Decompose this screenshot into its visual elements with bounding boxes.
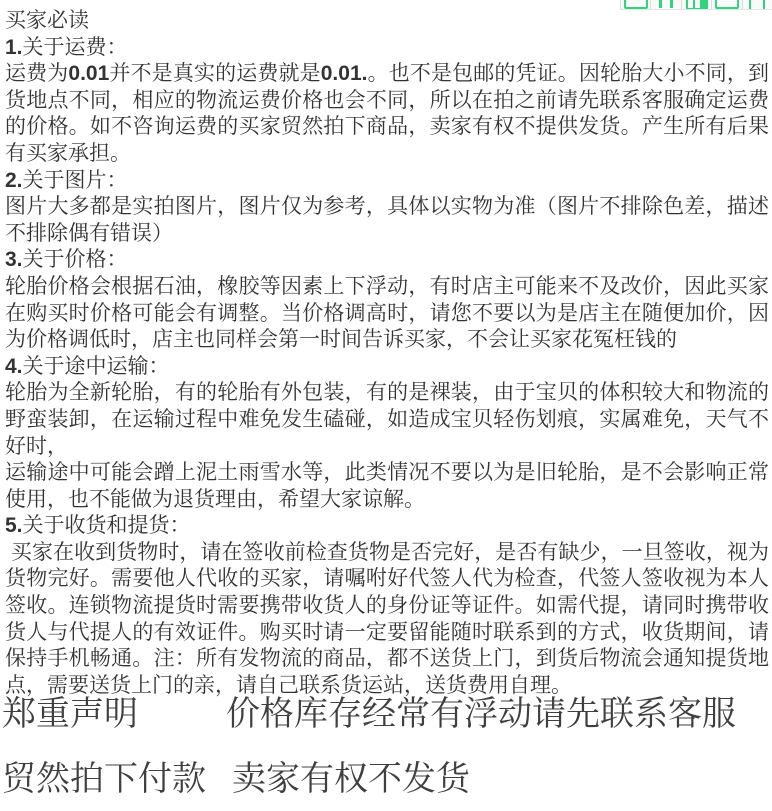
paragraph-delivery: 买家在收到货物时，请在签收前检查货物是否完好，是否有缺少，一旦签收，视为货物完好。需要他人代收的买家，请嘱咐好代签人代为检查，代签人签收视为本人签收。连锁物流提货时需要携带收货人的身份证等证件。如需代提，请同时携带收货人与代提人的有效证件。购买时请一定要留能随时联系到的方式，收货期间，请保持手机畅通。注：所有发物流的商品，都不送货上门，到货后物流会通知提货地点，需要送货上门的亲，请自己联系货运站，送货费用自理。: [5, 540, 769, 697]
statement-warning-2b: 卖家有权不发货: [232, 760, 470, 798]
notice-document: [5, 8, 769, 699]
statement-warning-1: 价格库存经常有浮动请先联系客服: [226, 696, 736, 733]
paragraph-pictures: 图片大多都是实拍图片，图片仅为参考，具体以实物为准（图片不排除色差，描述不排除偶有错误）: [5, 195, 769, 245]
statement-label: 郑重声明: [2, 696, 138, 733]
page-title: 买家必读: [5, 9, 89, 32]
section-heading-5: 5.关于收货和提货：: [5, 514, 191, 538]
statement-line-1: [2, 694, 772, 737]
statement-line-2: [2, 759, 772, 802]
solemn-statement: [2, 694, 772, 801]
section-heading-3: 3.关于价格：: [5, 248, 128, 272]
section-heading-4: 4.关于途中运输：: [5, 354, 170, 378]
statement-warning-2a: 贸然拍下付款: [2, 760, 206, 798]
paragraph-transport-1: 轮胎为全新轮胎，有的轮胎有外包装，有的是裸装，由于宝贝的体积较大和物流的野蛮装卸，在运输过程中难免发生磕碰，如造成宝贝轻伤划痕，实属难免，天气不好时，: [5, 381, 769, 458]
paragraph-shipping: 运费为0.01并不是真实的运费就是0.01.。也不是包邮的凭证。因轮胎大小不同，到货地点不同，相应的物流运费价格也会不同，所以在拍之前请先联系客服确定运费的价格。如不咨询运费的买家贸然拍下商品，卖家有权不提供发货。产生所有后果有买家承担。: [5, 62, 770, 165]
paragraph-price: 轮胎价格会根据石油，橡胶等因素上下浮动，有时店主可能来不及改价，因此买家在购买时价格可能会有调整。当价格调高时，请您不要以为是店主在随便加价，因为价格调低时，店主也同样会第一时间告诉买家，不会让买家花冤枉钱的: [5, 274, 769, 352]
columns-icon: [659, 0, 673, 8]
paragraph-transport-2: 运输途中可能会蹭上泥土雨雪水等，此类情况不要以为是旧轮胎，是不会影响正常使用，也不能做为退货理由，希望大家谅解。: [5, 461, 769, 511]
section-heading-1: 1.关于运费：: [5, 35, 128, 59]
section-heading-2: 2.关于图片：: [5, 168, 128, 192]
